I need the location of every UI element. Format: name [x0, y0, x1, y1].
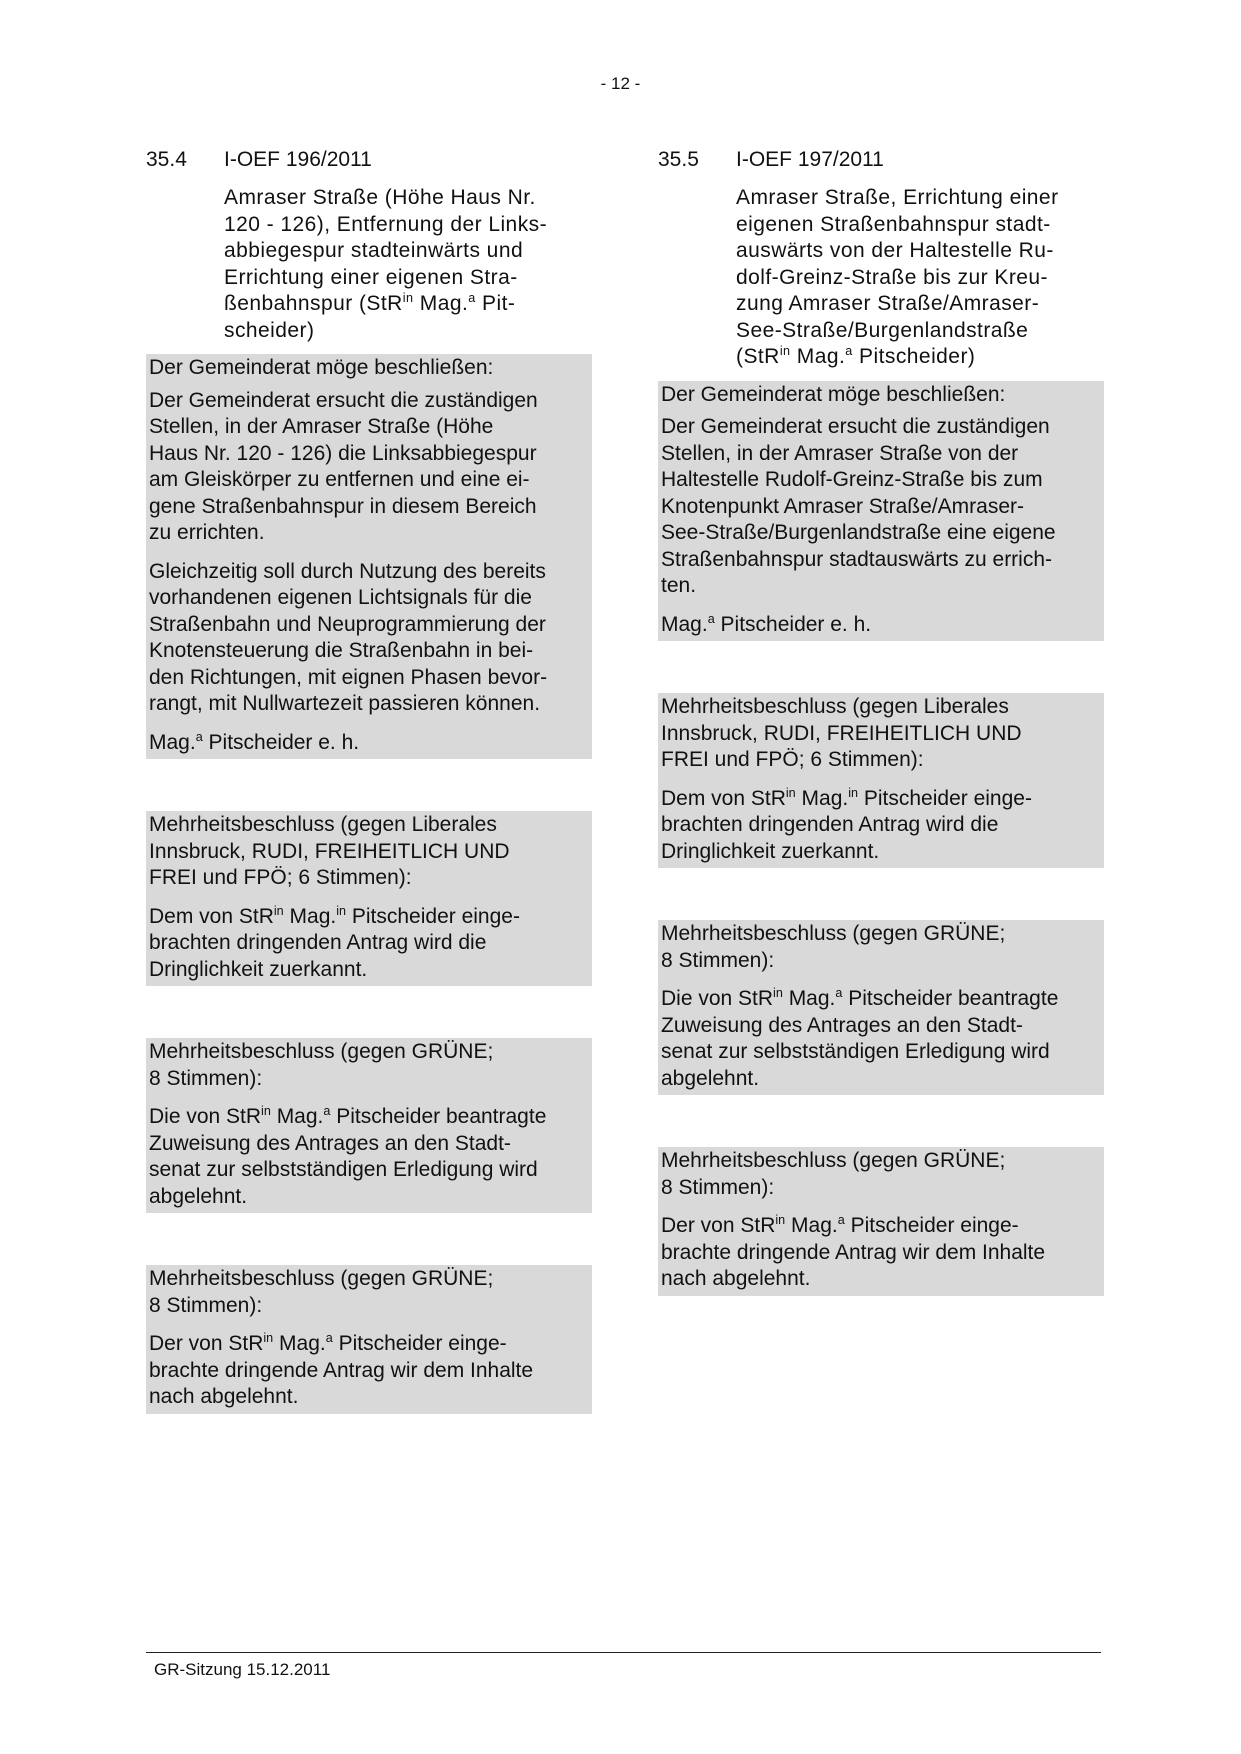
decision-text: Der von StR$^{in}$ Mag.$^a$ Pitscheider einge- brachte dringende Antrag wir dem Inhalte nach abgelehnt. [661, 1213, 1046, 1290]
item-title [736, 185, 1104, 371]
decision-box-content [658, 1147, 1104, 1296]
footer-rule [146, 1652, 1101, 1653]
signature: Mag.$^a$ Pitscheider e. h. [149, 729, 360, 754]
decision-box-urgency [146, 811, 592, 986]
title-line: Amraser Straße, Errichtung einer [736, 186, 1059, 209]
motion-paragraph: Der Gemeinderat ersucht die zuständigen Stellen, in der Amraser Straße von der Haltestelle Rudolf-Greinz-Straße bis zum Knotenpunkt Amraser Straße/Amraser- See-Straße/Burgenlandstraße eine eigene Straßenbahnspur stadtauswärts zu errich- ten. [661, 415, 1056, 597]
decision-header: Mehrheitsbeschluss (gegen GRÜNE; 8 Stimmen): [661, 1149, 1006, 1199]
title-line: auswärts von der Haltestelle Ru- [736, 239, 1054, 262]
title-line: ßenbahnspur (StR$^{in}$ Mag.$^a$ Pit- [224, 291, 516, 315]
decision-box-referral [146, 1038, 592, 1213]
item-code: I-OEF 197/2011 [736, 148, 884, 171]
footer-text: GR-Sitzung 15.12.2011 [154, 1660, 331, 1679]
title-line: See-Straße/Burgenlandstraße [736, 318, 1029, 342]
item-heading [658, 146, 1104, 173]
signature: Mag.$^a$ Pitscheider e. h. [661, 611, 872, 636]
motion-paragraph: Der Gemeinderat ersucht die zuständigen Stellen, in der Amraser Straße (Höhe Haus Nr. 120 - 126) die Linksabbiegespur am Gleiskörper zu entfernen und eine ei- gene Straßenbahnspur in diesem Bereich zu errichten. [149, 388, 538, 544]
decision-box-referral [658, 920, 1104, 1095]
decision-text: Die von StR$^{in}$ Mag.$^a$ Pitscheider beantragte Zuweisung des Antrages an den Stadt- senat zur selbstständigen Erledigung wird abgelehnt. [661, 986, 1059, 1090]
title-line: scheider) [224, 318, 315, 342]
motion-header: Der Gemeinderat möge beschließen: [661, 382, 1006, 406]
title-line: 120 - 126), Entfernung der Links- [224, 212, 548, 236]
title-line: Amraser Straße (Höhe Haus Nr. [224, 186, 536, 209]
decision-text: Die von StR$^{in}$ Mag.$^a$ Pitscheider beantragte Zuweisung des Antrages an den Stadt- senat zur selbstständigen Erledigung wird abgelehnt. [149, 1104, 547, 1208]
title-line: eigenen Straßenbahnspur stadt- [736, 212, 1051, 236]
title-line: Errichtung einer eigenen Stra- [224, 265, 518, 289]
page-number: - 12 - [600, 74, 641, 93]
decision-header: Mehrheitsbeschluss (gegen Liberales Innsbruck, RUDI, FREIHEITLICH UND FREI und FPÖ; 6 Stimmen): [149, 813, 510, 889]
decision-header: Mehrheitsbeschluss (gegen Liberales Innsbruck, RUDI, FREIHEITLICH UND FREI und FPÖ; 6 Stimmen): [661, 695, 1022, 771]
decision-text: Dem von StR$^{in}$ Mag.$^{in}$ Pitscheider einge- brachten dringenden Antrag wird die Dringlichkeit zuerkannt. [149, 903, 520, 981]
decision-box-urgency [658, 693, 1104, 868]
item-35-4 [146, 146, 592, 1414]
decision-text: Der von StR$^{in}$ Mag.$^a$ Pitscheider einge- brachte dringende Antrag wir dem Inhalte nach abgelehnt. [149, 1331, 534, 1408]
item-title [224, 185, 592, 344]
title-line: dolf-Greinz-Straße bis zur Kreu- [736, 265, 1048, 289]
item-35-5 [658, 146, 1104, 1296]
decision-header: Mehrheitsbeschluss (gegen GRÜNE; 8 Stimmen): [661, 922, 1006, 972]
motion-body-box [658, 411, 1104, 641]
motion-box [146, 354, 592, 385]
title-line: zung Amraser Straße/Amraser- [736, 292, 1040, 315]
decision-header: Mehrheitsbeschluss (gegen GRÜNE; 8 Stimmen): [149, 1040, 494, 1090]
title-line: (StR$^{in}$ Mag.$^a$ Pitscheider) [736, 344, 976, 368]
motion-header: Der Gemeinderat möge beschließen: [149, 356, 494, 379]
decision-text: Dem von StR$^{in}$ Mag.$^{in}$ Pitscheider einge- brachten dringenden Antrag wird die Dringlichkeit zuerkannt. [661, 785, 1032, 863]
item-number: 35.4 [146, 148, 187, 171]
decision-box-content [146, 1265, 592, 1414]
title-line: abbiegespur stadteinwärts und [224, 239, 524, 262]
item-number: 35.5 [658, 148, 699, 171]
motion-body-box [146, 385, 592, 760]
motion-box [658, 381, 1104, 412]
motion-paragraph: Gleichzeitig soll durch Nutzung des bereits vorhandenen eigenen Lichtsignals für die Straßenbahn und Neuprogrammierung der Knotensteuerung die Straßenbahn in bei- den Richtungen, mit eignen Phasen bevor- rangt, mit Nullwartezeit passieren können. [149, 559, 548, 715]
item-heading [146, 146, 592, 173]
item-code: I-OEF 196/2011 [224, 148, 372, 171]
decision-header: Mehrheitsbeschluss (gegen GRÜNE; 8 Stimmen): [149, 1267, 494, 1317]
